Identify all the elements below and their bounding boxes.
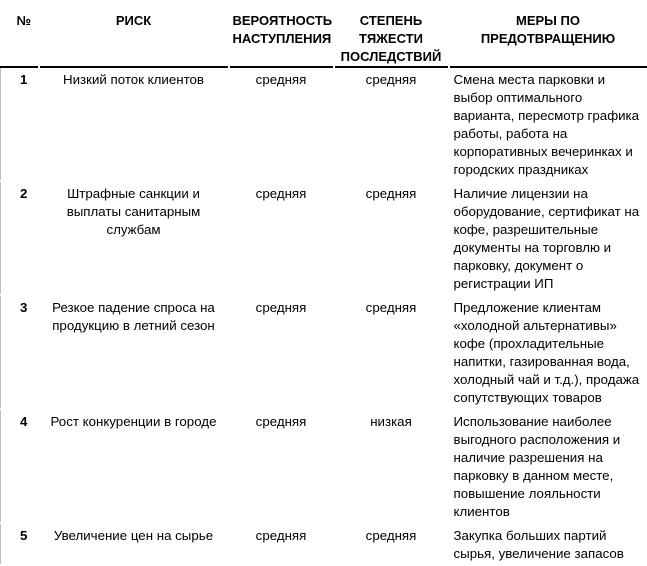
row-severity: низкая (334, 409, 449, 523)
row-probability: средняя (229, 409, 334, 523)
row-severity: средняя (334, 295, 449, 409)
table-header (1, 0, 647, 67)
header-severity: СТЕПЕНЬ ТЯЖЕСТИ ПОСЛЕДСТВИЙ (334, 0, 449, 67)
table-row (1, 181, 647, 295)
header-probability: ВЕРОЯТНОСТЬ НАСТУПЛЕНИЯ (229, 0, 334, 67)
row-number: 4 (1, 409, 39, 523)
row-probability: средняя (229, 523, 334, 565)
row-severity: средняя (334, 67, 449, 181)
row-severity: средняя (334, 523, 449, 565)
row-risk: Увеличение цен на сырье (39, 523, 229, 565)
header-risk: РИСК (39, 0, 229, 67)
table-row (1, 523, 647, 565)
row-measures: Предложение клиентам «холодной альтернативы» кофе (прохладительные напитки, газированная вода, холодный чай и т.д.), продажа сопутствующих товаров (449, 295, 647, 409)
header-number: № (1, 0, 39, 67)
row-measures: Смена места парковки и выбор оптимального варианта, пересмотр графика работы, работа на корпоративных вечеринках и городских праздниках (449, 67, 647, 181)
row-measures: Использование наиболее выгодного расположения и наличие разрешения на парковку в данном месте, повышение лояльности клиентов (449, 409, 647, 523)
row-risk: Низкий поток клиентов (39, 67, 229, 181)
row-probability: средняя (229, 67, 334, 181)
row-measures: Наличие лицензии на оборудование, сертификат на кофе, разрешительные документы на торговлю и парковку, документ о регистрации ИП (449, 181, 647, 295)
header-row (1, 0, 647, 67)
row-severity: средняя (334, 181, 449, 295)
table-row (1, 295, 647, 409)
row-probability: средняя (229, 295, 334, 409)
row-number: 3 (1, 295, 39, 409)
header-measures: МЕРЫ ПО ПРЕДОТВРАЩЕНИЮ (449, 0, 647, 67)
table-row (1, 409, 647, 523)
row-measures: Закупка больших партий сырья, увеличение запасов (449, 523, 647, 565)
row-number: 5 (1, 523, 39, 565)
row-number: 2 (1, 181, 39, 295)
row-risk: Резкое падение спроса на продукцию в летний сезон (39, 295, 229, 409)
table-row (1, 67, 647, 181)
row-risk: Штрафные санкции и выплаты санитарным службам (39, 181, 229, 295)
row-number: 1 (1, 67, 39, 181)
row-probability: средняя (229, 181, 334, 295)
row-risk: Рост конкуренции в городе (39, 409, 229, 523)
